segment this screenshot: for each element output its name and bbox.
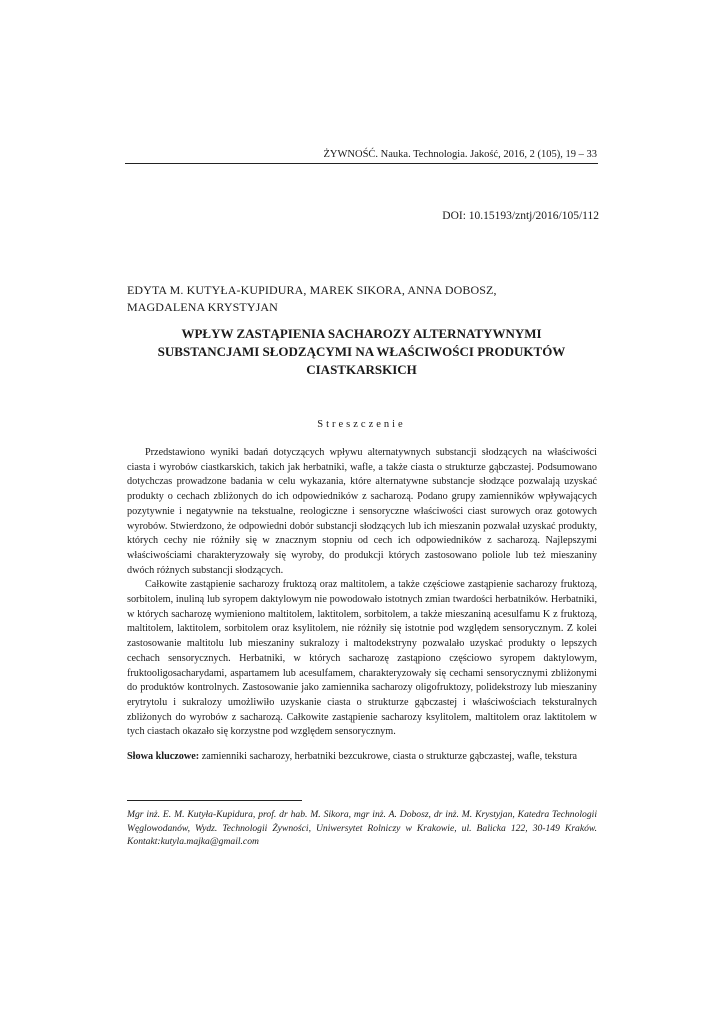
keywords xyxy=(127,750,597,765)
title-line-1: WPŁYW ZASTĄPIENIA SACHAROZY ALTERNATYWNYMI xyxy=(181,326,542,341)
author-line-2: MAGDALENA KRYSTYJAN xyxy=(127,299,278,314)
doi-line: DOI: 10.15193/zntj/2016/105/112 xyxy=(442,210,599,222)
footnote-rule xyxy=(127,800,302,801)
abstract-body xyxy=(127,446,597,740)
abstract-paragraph-1: Przedstawiono wyniki badań dotyczących wpływu alternatywnych substancji słodzących na właściwości ciasta i wyrobów ciastkarskich, takich jak herbatniki, wafle, a także ciasta o strukturze gąbczastej. Podsumowano dotychczas prowadzone badania w celu wykazania, które alternatywne substancje słodzące pozwalają uzyskać produkty o cechach zbliżonych do ich odpowiedników z sacharozą. Podano grupy zamienników wpływających pozytywnie i negatywnie na tekstualne, reologiczne i sensoryczne właściwości ciast surowych oraz gotowych wyrobów. Stwierdzono, że odpowiedni dobór substancji słodzących lub ich mieszanin pozwalał uzyskać produkty, których cechy nie różniły się w znacznym stopniu od cech ich odpowiedników z sacharozą. Najlepszymi właściwościami charakteryzowały się wyroby, do produkcji których zastosowano poliole lub też mieszaniny dwóch różnych substancji słodzących. xyxy=(127,447,597,576)
author-affiliation-footnote: Mgr inż. E. M. Kutyła-Kupidura, prof. dr hab. M. Sikora, mgr inż. A. Dobosz, dr inż. M. Krystyjan, Katedra Technologii Węglowodanów, Wydz. Technologii Żywności, Uniwersytet Rolniczy w Krakowie, ul. Balicka 122, 30-149 Kraków. Kontakt:kutyla.majka@gmail.com xyxy=(127,809,597,848)
article-title xyxy=(125,325,598,379)
journal-citation-line: ŻYWNOŚĆ. Nauka. Technologia. Jakość, 2016, 2 (105), 19 – 33 xyxy=(323,149,597,160)
title-line-3: CIASTKARSKICH xyxy=(306,362,417,377)
abstract-paragraph-2: Całkowite zastąpienie sacharozy fruktozą oraz maltitolem, a także częściowe zastąpienie sacharozy fruktozą, sorbitolem, inuliną lub syropem daktylowym nie powodowało istotnych zmian twardości herbatników. Herbatniki, w których sacharozę wymieniono maltitolem, laktitolem, sorbitolem, a także mieszaniną acesulfamu K z fruktozą, maltitolem, laktitolem, sorbitolem oraz ksylitolem, nie różniły się istotnie pod względem sensorycznym. Z kolei zastosowanie maltitolu lub mieszaniny sukralozy i maltodekstryny pozwalało uzyskać produkty o lepszych cechach sensorycznych. Herbatniki, w których sacharozę zastąpiono częściowo syropem daktylowym, fruktooligosacharydami, aspartamem lub acesulfamem, charakteryzowały się cechami sensorycznymi zbliżonymi do produktów kontrolnych. Zastosowanie jako zamiennika sacharozy oligofruktozy, polidekstrozy lub mieszaniny erytrytolu i sukralozy umożliwiło uzyskanie ciasta o strukturze gąbczastej i właściwościach teksturalnych zbliżonych do wyrobów z sacharozą. Całkowite zastąpienie sacharozy ksylitolem, maltitolem oraz laktitolem w tych ciastach okazało się korzystne pod względem sensorycznym. xyxy=(127,579,597,738)
abstract-heading: Streszczenie xyxy=(317,419,406,430)
keywords-text: zamienniki sacharozy, herbatniki bezcukrowe, ciasta o strukturze gąbczastej, wafle, tekstura xyxy=(201,751,577,762)
header-rule xyxy=(125,163,598,164)
title-line-2: SUBSTANCJAMI SŁODZĄCYMI NA WŁAŚCIWOŚCI PRODUKTÓW xyxy=(157,344,566,359)
author-list xyxy=(127,282,597,315)
keywords-label: Słowa kluczowe: xyxy=(127,751,200,762)
author-line-1: EDYTA M. KUTYŁA-KUPIDURA, MAREK SIKORA, ANNA DOBOSZ, xyxy=(127,283,497,297)
